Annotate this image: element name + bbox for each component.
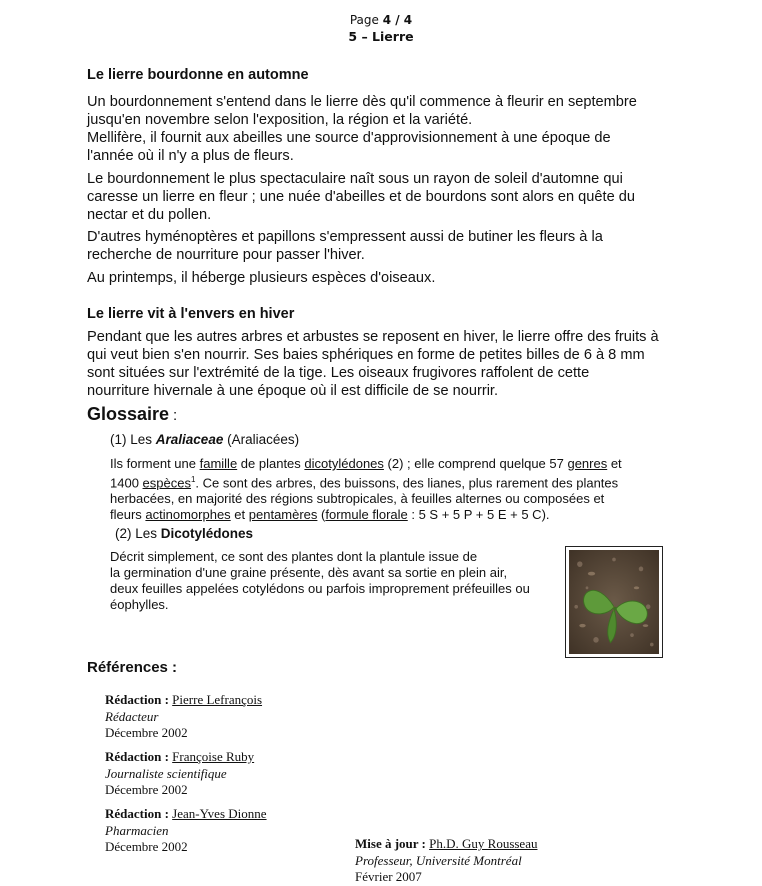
- glossary-item-dicotyledones-text: Décrit simplement, ce sont des plantes dont la plantule issue de la germination d'une graine présente, dès avant sa sortie en plein air, deux feuilles appelées cotylédons ou parfois improprement préfeuilles ou éophylles.: [110, 549, 530, 612]
- glossary-item-araliaceae-text: Ils forment une famille de plantes dicotylédones (2) ; elle comprend quelque 57 genres et 1400 espèces$^1$. Ce sont des arbres, des buissons, des lianes, plus rarement des plantes herbacées, en majorité des régions subtropicales, à feuilles alternes ou composées et fleurs actinomorphes et pentamères (formule florale : 5 S + 5 P + 5 E + 5 C).: [110, 456, 622, 523]
- paragraph-printemps: Au printemps, il héberge plusieurs espèces d'oiseaux.: [87, 270, 436, 286]
- glossary-heading: Glossaire :: [87, 404, 178, 424]
- link-genres[interactable]: genres: [567, 456, 608, 471]
- link-actinomorphes[interactable]: actinomorphes: [145, 507, 231, 523]
- link-pierre-lefrancois[interactable]: Pierre Lefrançois: [172, 692, 263, 707]
- glossary-item-dicotyledones-title: (2) Les Dicotylédones: [115, 526, 254, 541]
- section-title-automne: Le lierre bourdonne en automne: [87, 67, 309, 83]
- link-jean-yves-dionne[interactable]: Jean-Yves Dionne: [172, 806, 267, 821]
- reference-entry-3: Rédaction : Jean-Yves Dionne Pharmacien Décembre 2002: [105, 806, 267, 854]
- link-pentameres[interactable]: pentamères: [248, 507, 318, 523]
- page-number: Page 4 / 4: [349, 13, 413, 27]
- link-famille[interactable]: famille: [199, 456, 238, 471]
- glossary-item-araliaceae-title: (1) Les Araliaceae (Araliacées): [110, 432, 300, 447]
- seedling-image: [569, 550, 659, 654]
- paragraph-hiver: Pendant que les autres arbres et arbustes se reposent en hiver, le lierre offre des fruits à qui veut bien s'en nourrir. Ses baies sphériques en forme de petites billes de 6 à 8 mm sont situées sur l'extrémité de la tige. Les oiseaux frugivores raffolent de cette nourriture hivernale à une époque où il est difficile de se nourrir.: [87, 329, 659, 399]
- section-title-hiver: Le lierre vit à l'envers en hiver: [87, 306, 295, 322]
- seedling-photo: [565, 546, 663, 658]
- reference-entry-1: Rédaction : Pierre Lefrançois Rédacteur Décembre 2002: [105, 692, 263, 740]
- paragraph-hymenopteres: D'autres hyménoptères et papillons s'empressent aussi de butiner les fleurs à la recherche de nourriture pour passer l'hiver.: [87, 229, 603, 263]
- link-especes[interactable]: espèces: [142, 475, 191, 491]
- reference-update: Mise à jour : Ph.D. Guy Rousseau Professeur, Université Montréal Février 2007: [355, 836, 538, 884]
- chapter-title: 5 – Lierre: [348, 29, 414, 44]
- link-guy-rousseau[interactable]: Ph.D. Guy Rousseau: [429, 836, 538, 851]
- paragraph-bourdonnement: Un bourdonnement s'entend dans le lierre dès qu'il commence à fleurir en septembre jusqu'en novembre selon l'exposition, la région et la variété. Mellifère, il fournit aux abeilles une source d'approvisionnement à une époque de l'année où il n'y a plus de fleurs.: [87, 94, 637, 164]
- link-dicotyledones[interactable]: dicotylédones: [304, 456, 384, 471]
- references-title: Références :: [87, 659, 178, 676]
- link-francoise-ruby[interactable]: Françoise Ruby: [172, 749, 255, 764]
- link-formule-florale[interactable]: formule florale: [325, 507, 408, 523]
- paragraph-spectaculaire: Le bourdonnement le plus spectaculaire naît sous un rayon de soleil d'automne qui caresse un lierre en fleur ; une nuée d'abeilles et de bourdons sont alors en quête du nectar et du pollen.: [87, 171, 635, 223]
- reference-entry-2: Rédaction : Françoise Ruby Journaliste scientifique Décembre 2002: [105, 749, 255, 797]
- page-header: [0, 12, 762, 45]
